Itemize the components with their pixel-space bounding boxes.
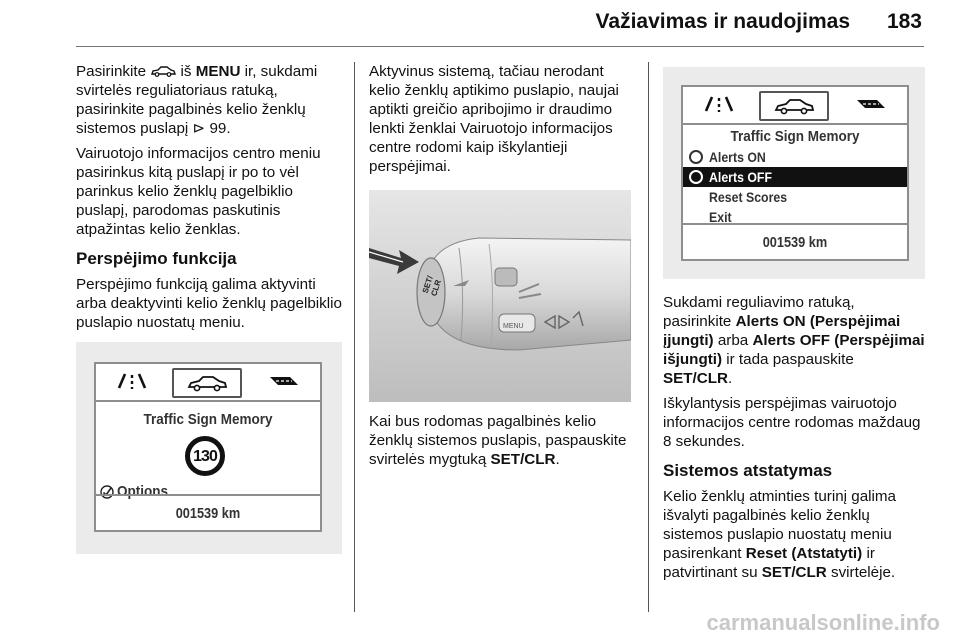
- column-3: [663, 62, 925, 588]
- alerts-on-label: Alerts ON (Perspėjimai įjungti): [663, 313, 901, 349]
- odometer-value: 001539 km: [175, 504, 241, 522]
- radio-off-icon: [689, 150, 703, 164]
- set-clr-button-label: SET/ CLR: [420, 274, 443, 298]
- speed-limit-sign: [185, 436, 225, 476]
- car-tab: [759, 91, 829, 121]
- display-figure-2: [663, 67, 925, 279]
- set-clr-label: SET/CLR: [663, 370, 728, 387]
- column-2: [369, 62, 635, 475]
- paragraph: Aktyvinus sistemą, tačiau nerodant kelio ženklų aptikimo puslapio, naujai aptikti greičio apribojimo ir draudimo lenkti ženklai Vairuotojo informacijos centre rodomi kaip iškylantieji perspėjimai.: [369, 63, 619, 175]
- header-rule: [76, 46, 924, 47]
- car-icon: [186, 374, 228, 392]
- paragraph: Perspėjimo funkciją galima aktyvinti arba deaktyvinti kelio ženklų pagelbiklio puslapio nuostatų meniu.: [76, 276, 342, 331]
- paragraph: [663, 487, 925, 582]
- lane-icon: [702, 95, 736, 113]
- paragraph: [76, 62, 342, 138]
- odometer: [96, 494, 320, 530]
- page-header-title: Važiavimas ir naudojimas: [595, 10, 850, 33]
- display-figure-1: [76, 342, 342, 554]
- display-tab-bar: [96, 364, 320, 402]
- menu-item-label: Reset Scores: [709, 188, 788, 205]
- set-clr-label: SET/CLR: [490, 451, 556, 468]
- menu-item-reset-scores[interactable]: [709, 187, 798, 207]
- menu-item-alerts-off[interactable]: [683, 167, 907, 187]
- car-icon: [150, 63, 176, 80]
- odometer-value: 001539 km: [762, 233, 828, 251]
- column-1: [76, 62, 342, 554]
- menu-button-label: MENU: [503, 323, 524, 330]
- watermark: carmanualsonline.info: [706, 610, 940, 635]
- road-tab: [851, 92, 891, 116]
- section-heading: Sistemos atstatymas: [663, 461, 833, 480]
- page-reference: 99.: [205, 120, 231, 137]
- text: Kai bus rodomas pagalbinės kelio ženklų sistemos puslapis, paspauskite svirtelės mygtuką: [369, 413, 627, 468]
- car-tab: [172, 368, 242, 398]
- menu-label: MENU: [195, 63, 241, 80]
- odometer: [683, 223, 907, 259]
- info-display-screen: [94, 362, 322, 532]
- text: .: [727, 370, 733, 387]
- text: ir patvirtinant su: [663, 545, 875, 581]
- menu-item-alerts-on[interactable]: [683, 147, 907, 167]
- display-tab-bar: [683, 87, 907, 125]
- display-title: Traffic Sign Memory: [143, 411, 273, 428]
- section-heading: Perspėjimo funkcija: [76, 249, 237, 268]
- text: ir, sukdami svirtelės reguliatoriaus ratuką, pasirinkite pagalbinės kelio ženklų sistemos puslapį: [76, 63, 318, 137]
- turn-signal-stalk-illustration: [369, 190, 631, 402]
- text: arba: [713, 332, 753, 349]
- column-divider-2: [648, 62, 649, 612]
- lane-icon: [115, 372, 149, 390]
- road-tab: [264, 369, 304, 393]
- road-icon: [268, 374, 300, 388]
- text: Kelio ženklų atminties turinį galima išvalyti pagalbinės kelio ženklų sistemos puslapio nuostatų meniu pasirenkant: [663, 488, 896, 562]
- page-number: 183: [886, 10, 922, 33]
- menu-item-label: Alerts ON: [709, 148, 766, 165]
- stalk-figure: [369, 190, 631, 402]
- lane-tab: [699, 92, 739, 116]
- car-icon: [773, 97, 815, 115]
- paragraph: Iškylantysis perspėjimas vairuotojo informacijos centre rodomas maždaug 8 sekundes.: [663, 395, 921, 450]
- radio-off-icon: [689, 170, 703, 184]
- reference-arrow-icon: ⊳: [192, 120, 206, 137]
- text: Pasirinkite: [76, 63, 151, 80]
- menu-item-label: Exit: [709, 208, 732, 225]
- set-clr-label: SET/CLR: [761, 564, 827, 581]
- text: iš: [176, 63, 196, 80]
- lane-tab: [112, 369, 152, 393]
- menu-item-label: Alerts OFF: [709, 168, 772, 185]
- text: .: [555, 451, 560, 468]
- road-icon: [855, 97, 887, 111]
- column-divider-1: [354, 62, 355, 612]
- text: svirtelėje.: [826, 564, 896, 581]
- reset-label: Reset (Atstatyti): [745, 545, 863, 562]
- display-title: Traffic Sign Memory: [730, 128, 860, 145]
- speed-limit-value: 130: [193, 447, 217, 465]
- info-display-screen: [681, 85, 909, 261]
- options-label: Options: [117, 483, 169, 500]
- paragraph: [369, 412, 635, 469]
- paragraph: Vairuotojo informacijos centro meniu pasirinkus kitą puslapį ir po to vėl parinkus kelio ženklų pagelbiklio puslapį, parodomas paskutinis atpažintas kelio ženklas.: [76, 145, 321, 238]
- text: Sukdami reguliavimo ratuką, pasirinkite: [663, 294, 855, 330]
- alerts-off-label: Alerts OFF (Perspėjimai išjungti): [663, 332, 925, 368]
- paragraph: [663, 293, 925, 388]
- text: ir tada paspauskite: [722, 351, 854, 368]
